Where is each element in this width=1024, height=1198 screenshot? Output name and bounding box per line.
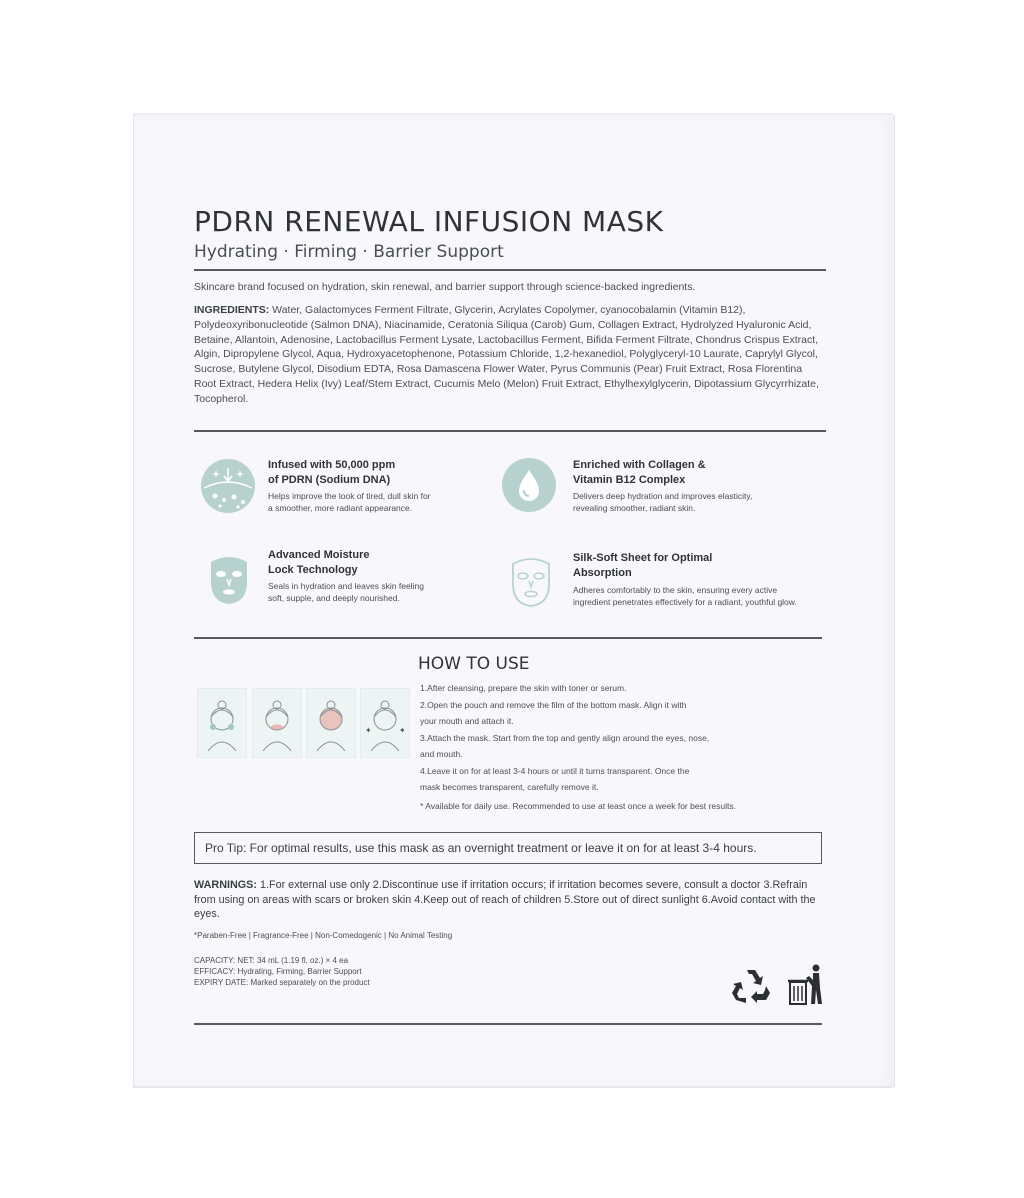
how-to-use-steps — [420, 680, 780, 814]
capacity-text: CAPACITY: NET: 34 mL (1.19 fl. oz.) × 4 ea — [194, 956, 349, 965]
feature-title: Silk-Soft Sheet for Optimal Absorption — [573, 552, 713, 579]
product-title: PDRN RENEWAL INFUSION MASK — [194, 205, 664, 238]
sheet-mask-outline-icon — [503, 552, 559, 608]
how-to-line: your mouth and attach it. — [420, 716, 514, 726]
feature-description: Helps improve the look of tired, dull skin for a smoother, more radiant appearance. — [268, 491, 431, 513]
how-to-line: 4.Leave it on for at least 3-4 hours or until it turns transparent. Once the — [420, 765, 690, 776]
divider — [194, 430, 826, 432]
how-to-step-4-illustration — [360, 688, 410, 758]
feature-title: Enriched with Collagen & Vitamin B12 Complex — [573, 459, 706, 486]
how-to-step-2-illustration — [252, 688, 302, 758]
product-specs — [194, 955, 370, 988]
product-claims: *Paraben-Free | Fragrance-Free | Non-Comedogenic | No Animal Testing — [194, 931, 453, 940]
box-bottom-edge — [133, 1086, 893, 1088]
how-to-step-1-illustration — [197, 688, 247, 758]
divider — [194, 637, 822, 639]
svg-text:✦: ✦ — [399, 726, 406, 735]
warnings-text: WARNINGS: 1.For external use only 2.Discontinue use if irritation occurs; if irritation becomes severe, consult a doctor 3.Refrain from using on areas with scars or broken skin 4.Keep out of reach of children 5.Store out of direct sunlight 6.Avoid contact with the eyes. — [194, 879, 816, 920]
how-to-line: 2.Open the pouch and remove the film of the bottom mask. Align it with — [420, 699, 687, 710]
warnings-label: WARNINGS: — [194, 879, 257, 891]
ingredients-label: INGREDIENTS: — [194, 304, 270, 316]
trash-bin-icon — [786, 962, 826, 1008]
how-to-note: * Available for daily use. Recommended to use at least once a week for best results. — [420, 800, 736, 811]
feature-title: Advanced Moisture Lock Technology — [268, 549, 370, 576]
svg-text:✦: ✦ — [365, 726, 372, 735]
divider — [194, 269, 826, 271]
expiry-text: EXPIRY DATE: Marked separately on the product — [194, 978, 370, 987]
feature-description: Seals in hydration and leaves skin feeling soft, supple, and deeply nourished. — [268, 581, 424, 603]
how-to-line: 3.Attach the mask. Start from the top and gently align around the eyes, nose, — [420, 732, 710, 743]
skin-dots-icon — [200, 458, 256, 514]
face-mask-icon — [201, 550, 257, 606]
divider — [194, 1023, 822, 1025]
water-drop-icon — [501, 457, 557, 513]
recycle-icon — [730, 966, 772, 1006]
feature-description: Delivers deep hydration and improves elasticity, revealing smoother, radiant skin. — [573, 491, 753, 513]
efficacy-text: EFFICACY: Hydrating, Firming, Barrier Support — [194, 967, 362, 976]
how-to-line: 1.After cleansing, prepare the skin with toner or serum. — [420, 683, 627, 693]
product-subtitle: Hydrating · Firming · Barrier Support — [194, 242, 504, 262]
brand-tagline: Skincare brand focused on hydration, skin renewal, and barrier support through science-backed ingredients. — [194, 281, 696, 293]
how-to-line: and mouth. — [420, 749, 463, 759]
ingredients-text: Water, Galactomyces Ferment Filtrate, Glycerin, Acrylates Copolymer, cyanocobalamin (Vitamin B12), Polydeoxyribonucleotide (Salmon DNA), Niacinamide, Ceratonia Siliqua (Carob) Gum, Collagen Extract, Hydrolyzed Hyaluronic Acid, Betaine, Allantoin, Adenosine, Lactobacillus Ferment Lysate, Lactobacillus Ferment, Bifida Ferment Filtrate, Chondrus Crispus Extract, Algin, Dipropylene Glycol, Aqua, Hydroxyacetophenone, Potassium Chloride, 1,2-hexanediol, Polyglyceryl-10 Laurate, Caprylyl Glycol, Sucrose, Butylene Glycol, Disodium EDTA, Rosa Damascena Flower Water, Pyrus Communis (Pear) Fruit Extract, Rosa Florentina Root Extract, Hedera Helix (Ivy) Leaf/Stem Extract, Cucumis Melo (Melon) Fruit Extract, Ethylhexylglycerin, Dipotassium Glycyrrhizate, Tocopherol. — [194, 304, 819, 405]
how-to-line: mask becomes transparent, carefully remove it. — [420, 782, 599, 792]
pro-tip-box: Pro Tip: For optimal results, use this mask as an overnight treatment or leave it on for at least 3-4 hours. — [194, 832, 822, 864]
ingredients-list — [194, 303, 826, 407]
how-to-step-3-illustration — [306, 688, 356, 758]
feature-title: Infused with 50,000 ppm of PDRN (Sodium DNA) — [268, 459, 396, 486]
how-to-use-heading: HOW TO USE — [418, 654, 530, 674]
feature-description: Adheres comfortably to the skin, ensuring every active ingredient penetrates effectively for a radiant, youthful glow. — [573, 585, 797, 607]
